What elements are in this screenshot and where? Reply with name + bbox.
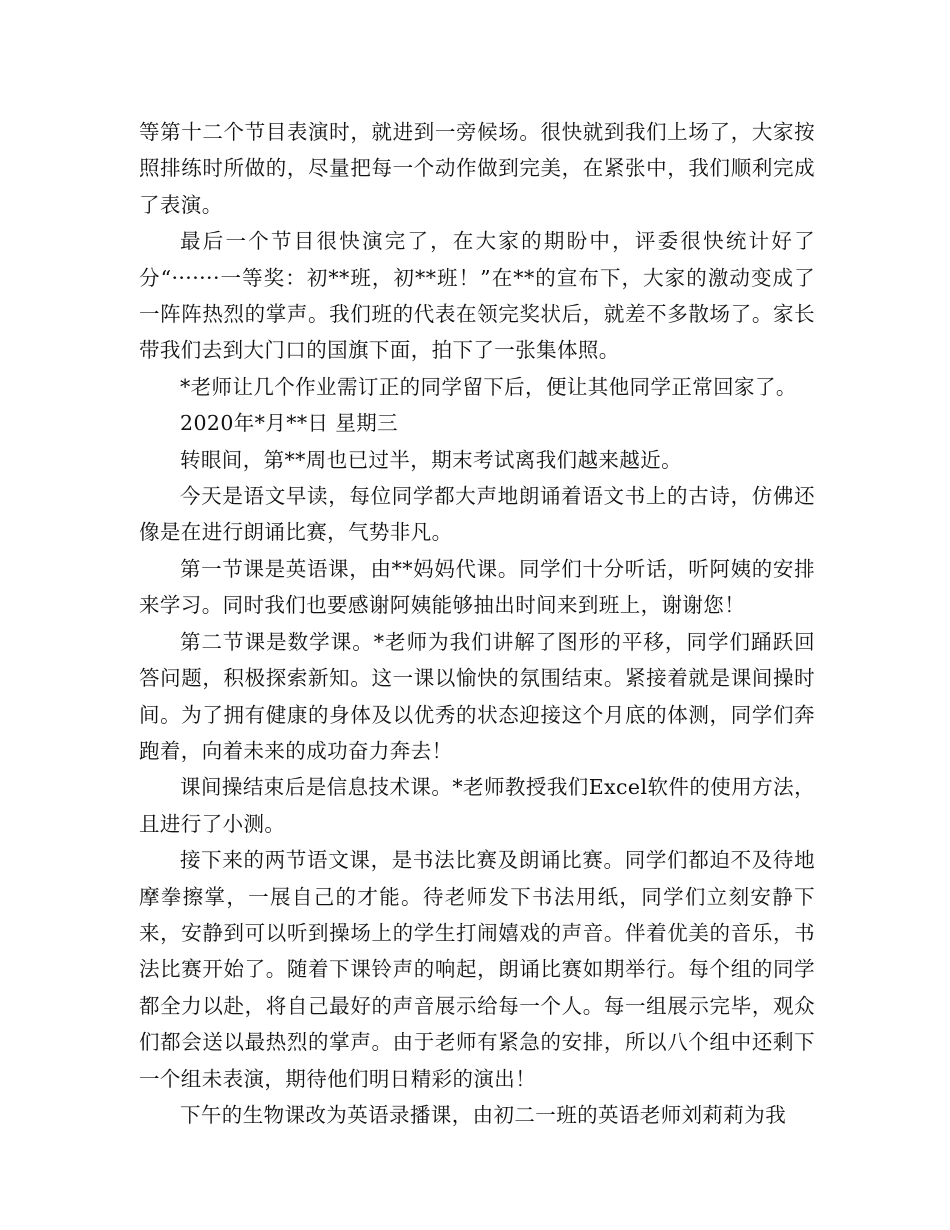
paragraph-continuation: 等第十二个节目表演时，就进到一旁候场。很快就到我们上场了，大家按照排练时所做的，尽量把每一个动作做到完美，在紧张中，我们顺利完成了表演。: [139, 120, 815, 217]
paragraph-english-class: 第一节课是英语课，由**妈妈代课。同学们十分听话，听阿姨的安排来学习。同时我们也要感谢阿姨能够抽出时间来到班上，谢谢您！: [139, 556, 815, 618]
document-body: [139, 114, 815, 1133]
paragraph-math-class: 第二节课是数学课。*老师为我们讲解了图形的平移，同学们踊跃回答问题，积极探索新知。这一课以愉快的氛围结束。紧接着就是课间操时间。为了拥有健康的身体及以优秀的状态迎接这个月底的体测，同学们奔跑着，向着未来的成功奋力奔去！: [139, 629, 815, 763]
paragraph-award-results: 最后一个节目很快演完了，在大家的期盼中，评委很快统计好了分“·······一等奖：初**班，初**班！”在**的宣布下，大家的激动变成了一阵阵热烈的掌声。我们班的代表在领完奖状后，就差不多散场了。家长带我们去到大门口的国旗下面，拍下了一张集体照。: [139, 229, 815, 363]
paragraph-morning-reading: 今天是语文早读，每位同学都大声地朗诵着语文书上的古诗，仿佛还像是在进行朗诵比赛，气势非凡。: [139, 484, 815, 545]
paragraph-teacher-dismissal: *老师让几个作业需订正的同学留下后，便让其他同学正常回家了。: [180, 374, 797, 399]
diary-date-heading: 2020年*月**日 星期三: [180, 411, 399, 436]
paragraph-afternoon-class: 下午的生物课改为英语录播课，由初二一班的英语老师刘莉莉为我: [180, 1102, 787, 1127]
paragraph-it-class: 课间操结束后是信息技术课。*老师教授我们Excel软件的使用方法，且进行了小测。: [139, 775, 815, 836]
paragraph-chinese-competitions: 接下来的两节语文课，是书法比赛及朗诵比赛。同学们都迫不及待地摩拳擦掌，一展自己的才能。待老师发下书法用纸，同学们立刻安静下来，安静到可以听到操场上的学生打闹嬉戏的声音。伴着优美的音乐，书法比赛开始了。随着下课铃声的响起，朗诵比赛如期举行。每个组的同学都全力以赴，将自己最好的声音展示给每一个人。每一组展示完毕，观众们都会送以最热烈的掌声。由于老师有紧急的安排，所以八个组中还剩下一个组未表演，期待他们明日精彩的演出！: [139, 848, 815, 1091]
paragraph-week-intro: 转眼间，第**周也已过半，期末考试离我们越来越近。: [180, 447, 682, 472]
